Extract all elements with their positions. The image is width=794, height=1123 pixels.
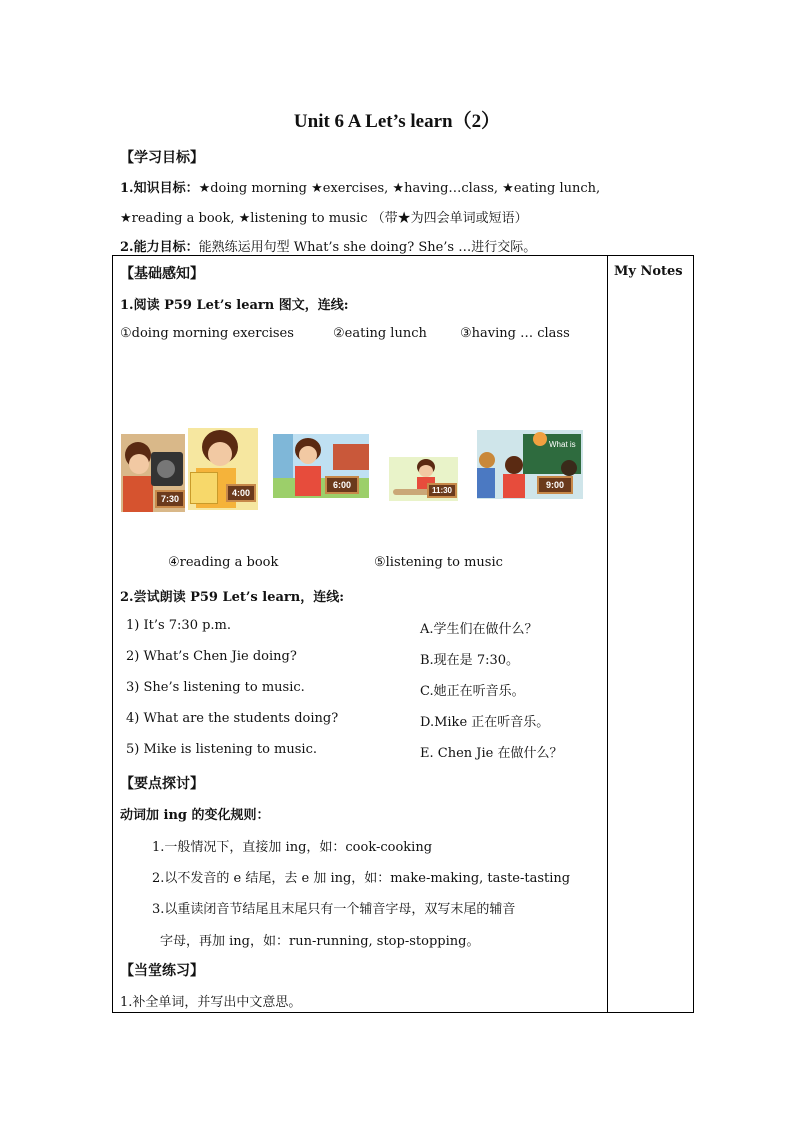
clock-5: 9:00 xyxy=(537,476,573,494)
notes-divider xyxy=(607,255,608,1013)
board-text: What is xyxy=(549,440,576,449)
ability-label: 2.能力目标： xyxy=(120,240,199,255)
knowledge-line-2: ★reading a book, ★listening to music （带★为四会单词或短语） xyxy=(120,211,528,226)
picture-listening-music xyxy=(121,434,185,512)
rule-3-line-1: 3.以重读闭音节结尾且末尾只有一个辅音字母，双写末尾的辅音 xyxy=(152,902,516,917)
phrase-3: ③having … class xyxy=(460,326,570,341)
knowledge-label: 1.知识目标： xyxy=(120,181,199,196)
knowledge-objective xyxy=(120,177,600,196)
ability-objective xyxy=(120,236,536,255)
my-notes-header: My Notes xyxy=(614,264,683,279)
rule-2: 2.以不发音的 e 结尾，去 e 加 ing，如：make-making, taste-tasting xyxy=(152,871,571,886)
right-item-c: C.她正在听音乐。 xyxy=(420,684,525,699)
clock-1: 7:30 xyxy=(155,490,185,508)
left-item-5: 5) Mike is listening to music. xyxy=(126,742,317,757)
rule-1: 1.一般情况下，直接加 ing，如：cook-cooking xyxy=(152,840,433,855)
objectives-header: 【学习目标】 xyxy=(120,150,204,166)
phrase-4: ④reading a book xyxy=(168,555,279,570)
picture-having-class xyxy=(477,430,583,499)
right-item-e: E. Chen Jie 在做什么？ xyxy=(420,746,563,761)
right-item-a: A.学生们在做什么？ xyxy=(420,622,538,637)
rule-3-line-2: 字母，再加 ing，如：run-running, stop-stopping。 xyxy=(160,934,480,949)
practice-question-1: 1.补全单词，并写出中文意思。 xyxy=(120,995,302,1010)
clock-4: 11:30 xyxy=(427,483,457,498)
task2-instruction: 2.尝试朗读 P59 Let’s learn，连线: xyxy=(120,590,345,605)
phrase-1: ①doing morning exercises xyxy=(120,326,294,341)
phrase-2: ②eating lunch xyxy=(333,326,427,341)
clock-3: 6:00 xyxy=(325,476,359,494)
rule-title: 动词加 ing 的变化规则： xyxy=(120,808,270,823)
ability-text: 能熟练运用句型 What’s she doing? She’s …进行交际。 xyxy=(198,240,537,255)
picture-reading-book xyxy=(188,428,258,510)
picture-morning-exercises xyxy=(273,434,369,498)
phrase-5: ⑤listening to music xyxy=(374,555,503,570)
key-points-header: 【要点探讨】 xyxy=(120,776,204,792)
knowledge-line-1: ★doing morning ★exercises, ★having…class, ★eating lunch, xyxy=(198,181,601,196)
practice-header: 【当堂练习】 xyxy=(120,963,204,979)
left-item-1: 1) It’s 7:30 p.m. xyxy=(126,618,232,633)
basics-header: 【基础感知】 xyxy=(120,266,204,282)
left-item-3: 3) She’s listening to music. xyxy=(126,680,305,695)
page-title: Unit 6 A Let’s learn（2） xyxy=(293,111,501,132)
picture-eating-lunch xyxy=(389,457,458,501)
right-item-b: B.现在是 7:30。 xyxy=(420,653,520,668)
clock-2: 4:00 xyxy=(226,484,256,502)
right-item-d: D.Mike 正在听音乐。 xyxy=(420,715,550,730)
left-item-4: 4) What are the students doing? xyxy=(126,711,339,726)
task1-instruction: 1.阅读 P59 Let’s learn 图文，连线: xyxy=(120,298,349,313)
left-item-2: 2) What’s Chen Jie doing? xyxy=(126,649,297,664)
